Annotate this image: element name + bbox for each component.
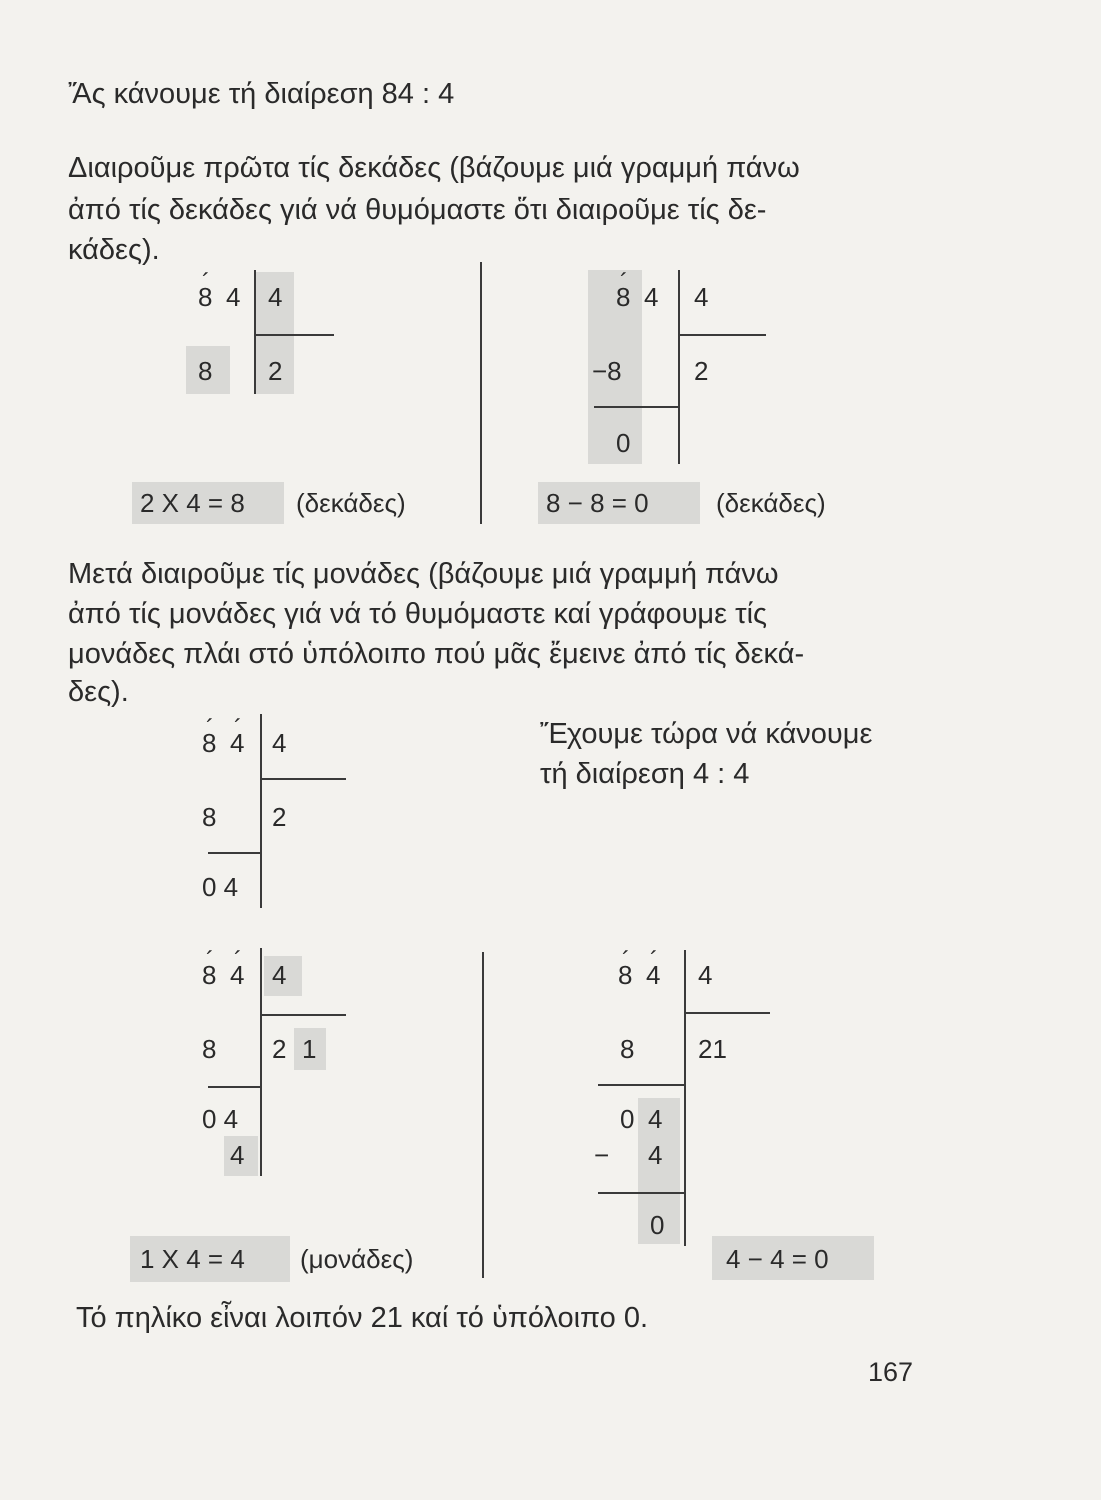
dividend-units: 4 ´	[230, 728, 244, 758]
subtrahend-units: 4	[648, 1140, 663, 1170]
subtrahend: 8	[198, 356, 213, 386]
dividend-units: 4 ´	[646, 960, 660, 990]
subtraction-line	[598, 1084, 686, 1086]
quotient-units: 1	[302, 1034, 317, 1064]
dividend-tens: 8 ´	[198, 282, 212, 312]
intro-line: Ἄς κάνουμε τή διαίρεση 84 : 4	[68, 78, 455, 110]
minus-sign: −	[594, 1140, 610, 1170]
quotient-line	[254, 334, 334, 336]
quotient: 2	[694, 356, 709, 386]
caption-equation: 1 X 4 = 4	[140, 1244, 245, 1274]
paragraph-line: δες).	[68, 676, 129, 708]
column-divider	[482, 952, 484, 1278]
paragraph-line: Μετά διαιροῦμε τίς μονάδες (βάζουμε μιά γραμμή πάνω	[68, 558, 779, 590]
subtraction-line	[208, 1086, 262, 1088]
dividend-tens: 8 ´	[202, 960, 216, 990]
caption-unit: (δεκάδες)	[296, 488, 406, 518]
dividend-units: 4	[644, 282, 659, 312]
quotient: 2	[272, 802, 287, 832]
subtraction-line	[594, 406, 680, 408]
caption-equation: 2 X 4 = 8	[140, 488, 245, 518]
division-bar	[260, 714, 262, 908]
note-line: τή διαίρεση 4 : 4	[540, 758, 750, 790]
dividend-tens: 8 ´	[202, 728, 216, 758]
note-line: Ἔχουμε τώρα νά κάνουμε	[540, 718, 873, 750]
quotient-line	[684, 1012, 770, 1014]
division-bar	[684, 950, 686, 1246]
subtrahend: 8	[202, 802, 217, 832]
caption-equation: 8 − 8 = 0	[546, 488, 649, 518]
division-bar	[678, 270, 680, 464]
subtrahend: −8	[592, 356, 622, 386]
dividend-units: 4 ´	[230, 960, 244, 990]
quotient-tens: 2	[272, 1034, 287, 1064]
paragraph-line: μονάδες πλάι στό ὑπόλοιπο πού μᾶς ἔμεινε ἀπό τίς δεκά-	[68, 638, 805, 670]
divisor: 4	[268, 282, 283, 312]
remainder: 0 4	[202, 1104, 239, 1134]
division-bar	[254, 270, 256, 394]
remainder: 0 4	[202, 872, 239, 902]
remainder-tens: 0	[620, 1104, 635, 1134]
page-number: 167	[868, 1357, 914, 1387]
paragraph-line: ἀπό τίς μονάδες γιά νά τό θυμόμαστε καί γράφουμε τίς	[68, 598, 768, 630]
divisor: 4	[272, 960, 287, 990]
remainder: 0	[650, 1210, 665, 1240]
column-divider	[480, 262, 482, 524]
dividend-units: 4	[226, 282, 241, 312]
subtrahend: 8	[620, 1034, 635, 1064]
divisor: 4	[694, 282, 709, 312]
quotient-line	[678, 334, 766, 336]
quotient: 2	[268, 356, 283, 386]
caption-unit: (μονάδες)	[300, 1244, 414, 1274]
paragraph-line: ἀπό τίς δεκάδες γιά νά θυμόμαστε ὅτι διαιροῦμε τίς δε-	[68, 194, 767, 226]
caption-equation: 4 − 4 = 0	[726, 1244, 829, 1274]
division-bar	[260, 948, 262, 1176]
dividend-tens: 8 ´	[618, 960, 632, 990]
subtraction-line	[208, 852, 262, 854]
dividend-tens: 8 ´	[616, 282, 630, 312]
paragraph-line: κάδες).	[68, 234, 160, 266]
divisor: 4	[272, 728, 287, 758]
caption-unit: (δεκάδες)	[716, 488, 826, 518]
quotient: 21	[698, 1034, 727, 1064]
quotient-line	[260, 778, 346, 780]
paragraph-line: Διαιροῦμε πρῶτα τίς δεκάδες (βάζουμε μιά γραμμή πάνω	[68, 152, 800, 184]
conclusion: Τό πηλίκο εἶναι λοιπόν 21 καί τό ὑπόλοιπο 0.	[76, 1302, 648, 1334]
subtraction-line	[598, 1192, 686, 1194]
divisor: 4	[698, 960, 713, 990]
quotient-line	[260, 1014, 346, 1016]
remainder: 0	[616, 428, 631, 458]
subtrahend: 8	[202, 1034, 217, 1064]
subtrahend-units: 4	[230, 1140, 245, 1170]
remainder-units: 4	[648, 1104, 663, 1134]
